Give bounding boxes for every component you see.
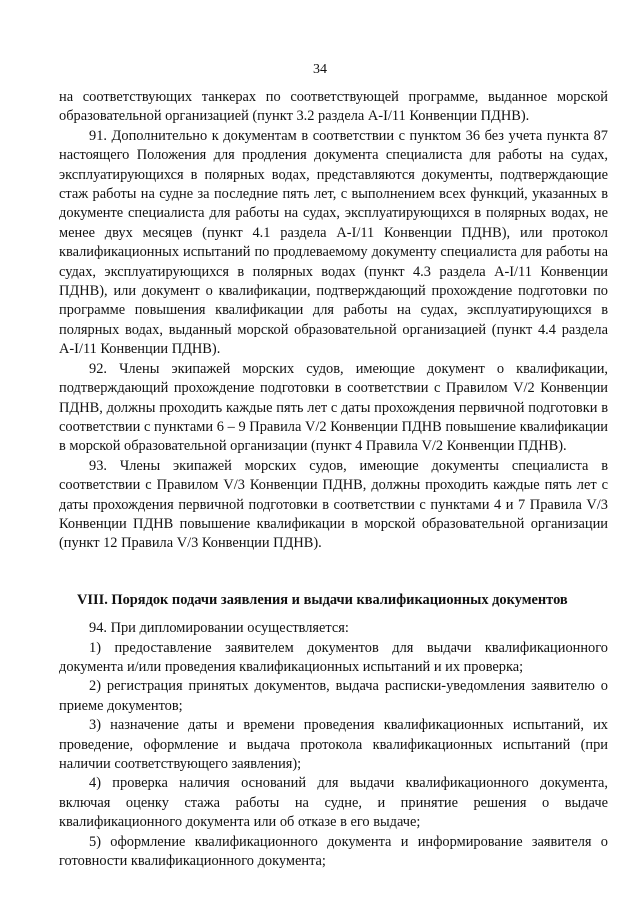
- list-item-2: 2) регистрация принятых документов, выдача расписки-уведомления заявителю о приеме документов;: [59, 678, 608, 714]
- list-item-4: 4) проверка наличия оснований для выдачи квалификационного документа, включая оценку стажа работы на судне, и принятие решения о выдаче квалификационного документа или об отказе в его выдаче;: [59, 775, 608, 831]
- list-item-3: 3) назначение даты и времени проведения квалификационных испытаний, их проведение, оформление и выдача протокола квалификационных испытаний (при наличии соответствующего заявления);: [59, 717, 608, 772]
- paragraph-94: 94. При дипломировании осуществляется:: [89, 620, 349, 637]
- page-number: 34: [313, 62, 327, 77]
- document-body: [59, 88, 608, 871]
- section-heading: VIII. Порядок подачи заявления и выдачи квалификационных документов: [77, 591, 568, 608]
- paragraph-continuation: на соответствующих танкерах по соответствующей программе, выданное морской образовательной организацией (пункт 3.2 раздела A-I/11 Конвенции ПДНВ).: [59, 89, 608, 125]
- paragraph-93: 93. Члены экипажей морских судов, имеющие документы специалиста в соответствии с Правилом V/3 Конвенции ПДНВ, должны проходить каждые пять лет с даты прохождения первичной подготовки в соответствии с пунктами 4 и 7 Правила V/3 Конвенции ПДНВ повышение квалификации в морской образовательной организации (пункт 12 Правила V/3 Конвенции ПДНВ).: [59, 457, 608, 552]
- paragraph-92: 92. Члены экипажей морских судов, имеющие документ о квалификации, подтверждающий прохождение подготовки в соответствии с Правилом V/2 Конвенции ПДНВ, должны проходить каждые пять лет с даты прохождения первичной подготовки в соответствии с пунктами 6 – 9 Правила V/2 Конвенции ПДНВ повышение квалификации в морской образовательной организации (пункт 4 Правила V/2 Конвенции ПДНВ).: [59, 360, 608, 455]
- list-item-5: 5) оформление квалификационного документа и информирование заявителя о готовности квалификационного документа;: [59, 833, 608, 870]
- list-item-1: 1) предоставление заявителем документов для выдачи квалификационного документа и/или проведения квалификационных испытаний и их проверка;: [59, 639, 608, 675]
- paragraph-91: 91. Дополнительно к документам в соответствии с пунктом 36 без учета пункта 87 настоящего Положения для продления документа специалиста для работы на судах, эксплуатирующихся в полярных водах, представляются документы, подтверждающие стаж работы на судне за последние пять лет, с выполнением всех функций, указанных в документе специалиста для работы на судах, эксплуатирующихся в полярных водах, не менее двух месяцев (пункт 4.1 раздела A-I/11 Конвенции ПДНВ), или протокол квалификационных испытаний по продлеваемому документу специалиста для работы на судах, эксплуатирующихся в полярных водах (пункт 4.3 раздела A-I/11 Конвенции ПДНВ), или документ о квалификации, подтверждающий прохождение подготовки по программе повышения квалификации для работы на судах, эксплуатирующихся в полярных водах, выданный морской образовательной организацией (пункт 4.4 раздела A-I/11 Конвенции ПДНВ).: [59, 127, 608, 358]
